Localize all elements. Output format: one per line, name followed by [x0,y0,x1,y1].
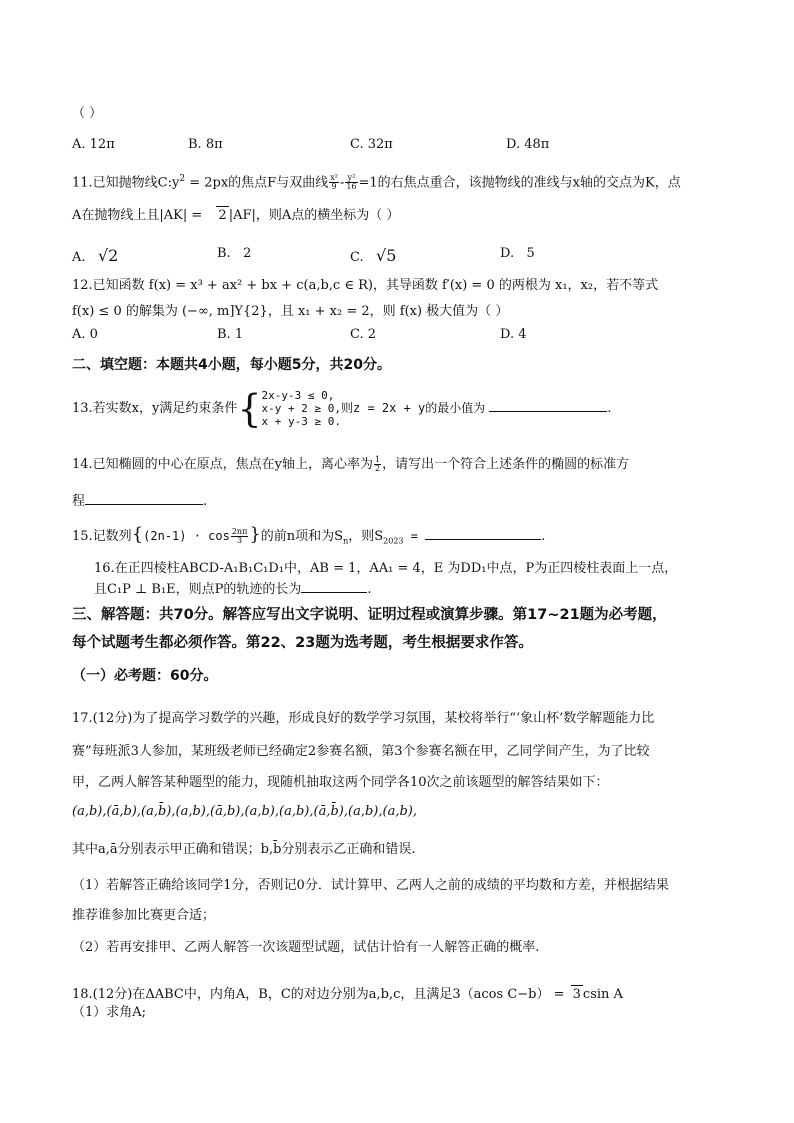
q17-results-list: (a,b),(ā,b),(a,b̄),(a,b),(ā,b),(a,b),(a,b),(ā,b̄),(a,b),(a,b), [72,804,417,819]
q14-line2: 程 . [72,494,208,509]
q16-answer-blank [301,580,367,593]
q12-line2: f(x) ≤ 0 的解集为 (−∞, m]Y{2}，且 x₁ + x₂ = 2，则 f(x) 极大值为（ ） [72,304,509,319]
q12-line1: 12.已知函数 f(x) = x³ + ax² + bx + c(a,b,c ∈ R)，其导函数 f′(x) = 0 的两根为 x₁，x₂，若不等式 [72,278,659,293]
q10-option-b: B. 8π [188,137,223,152]
q12-option-a: A. 0 [72,327,98,342]
result-pair: (a,b) [348,804,379,819]
section-3-heading-line2: 每个试题考生都必须作答。第22、23题为选考题，考生根据要求作答。 [72,635,533,651]
q15-answer-blank [425,527,541,540]
result-pair: (a,b) [279,804,310,819]
q18-line1: 18.(12分)在ΔABC中，内角A，B，C的对边分别为a,b,c，且满足3（acos C−b） = 3 csin A [72,987,623,1002]
q16-line2: 且C₁P ⊥ B₁E，则点P的轨迹的长为 . [94,582,372,597]
q11-option-b: B. 2 [217,246,252,261]
q17-line5: 其中a,ā分别表示甲正确和错误；b,b̄分别表示乙正确和错误. [72,842,416,857]
q11-option-d: D. 5 [500,246,535,261]
result-pair: (a,b) [72,804,103,819]
result-pair: (ā,b̄) [313,804,344,819]
q18-part1: （1）求角A; [72,1005,147,1020]
q17-line1: 17.(12分)为了提高学习数学的兴趣，形成良好的数学学习氛围，某校将举行“‘象山杯’数学解题能力比 [72,711,655,726]
section-2-heading: 二、填空题：本题共4小题，每小题5分，共20分。 [72,357,391,373]
answer-paren: （ ） [72,106,103,121]
q17-part1-line2: 推荐谁参加比赛更合适； [72,908,216,923]
q11-option-a: A. √2 [72,246,119,265]
q12-option-b: B. 1 [217,327,244,342]
q11-line2: A在抛物线上且|AK| = 2 |AF|，则A点的横坐标为（ ） [72,208,400,223]
result-pair: (a,b) [382,804,413,819]
q17-part1-line1: （1）若解答正确给该同学1分，否则记0分．试计算甲、乙两人之前的成绩的平均数和方差，并根据结果 [72,878,669,893]
q17-part2: （2）若再安排甲、乙两人解答一次该题型试题，试估计恰有一人解答正确的概率. [72,940,540,955]
result-pair: (a,b) [244,804,275,819]
q10-option-d: D. 48π [506,137,550,152]
q15: 15.记数列{(2n-1) · cos $\frac{2n\pi}{3}$ }的前n项和为$S_n$，则$S_{2023}$ = . [72,524,546,546]
section-3-subheading: （一）必考题：60分。 [72,668,218,684]
q11-option-c: C. √5 [350,246,397,265]
q14-line1: 14.已知椭圆的中心在原点，焦点在y轴上，离心率为 $\frac{1}{2}$ ，请写出一个符合上述条件的椭圆的标准方 [72,455,630,473]
q10-option-a: A. 12π [72,137,115,152]
q14-answer-blank [85,492,203,505]
q16-line1: 16.在正四棱柱ABCD-A₁B₁C₁D₁中，AB = 1，AA₁ = 4，E 为DD₁中点，P为正四棱柱表面上一点， [94,561,678,576]
q10-option-c: C. 32π [350,137,393,152]
q17-line2: 赛”每班派3人参加，某班级老师已经确定2参赛名额，第3个参赛名额在甲，乙同学间产生，为了比较 [72,744,650,759]
result-pair: (a,b̄) [141,804,172,819]
q13-answer-blank [489,399,607,412]
q11-line1: 11.已知抛物线$C:y^2 = 2px$的焦点F与双曲线 $\frac{\text{x²}}{9}$ - $\frac{\text{y²}}{16}$ =1的右焦点重合，该抛物线的准线与x轴的交点为K，点 [72,173,681,192]
sqrt-symbol: 3 [572,987,581,1002]
result-pair: (ā,b) [210,804,241,819]
q17-line3: 甲，乙两人解答某种题型的能力，现随机抽取这两个同学各10次之前该题型的解答结果如下： [72,775,609,790]
result-pair: (a,b) [175,804,206,819]
q12-option-d: D. 4 [500,327,527,342]
q12-option-c: C. 2 [350,327,377,342]
result-pair: (ā,b) [106,804,137,819]
sqrt-symbol: 2 [218,208,227,223]
section-3-heading-line1: 三、解答题：共70分。解答应写出文字说明、证明过程或演算步骤。第17~21题为必考题， [72,607,667,623]
q13: 13.若实数x，y满足约束条件{ 2x-y-3 ≤ 0, x-y + 2 ≥ 0, x + y-3 ≥ 0. 则z = 2x + y的最小值为 . [72,386,612,431]
